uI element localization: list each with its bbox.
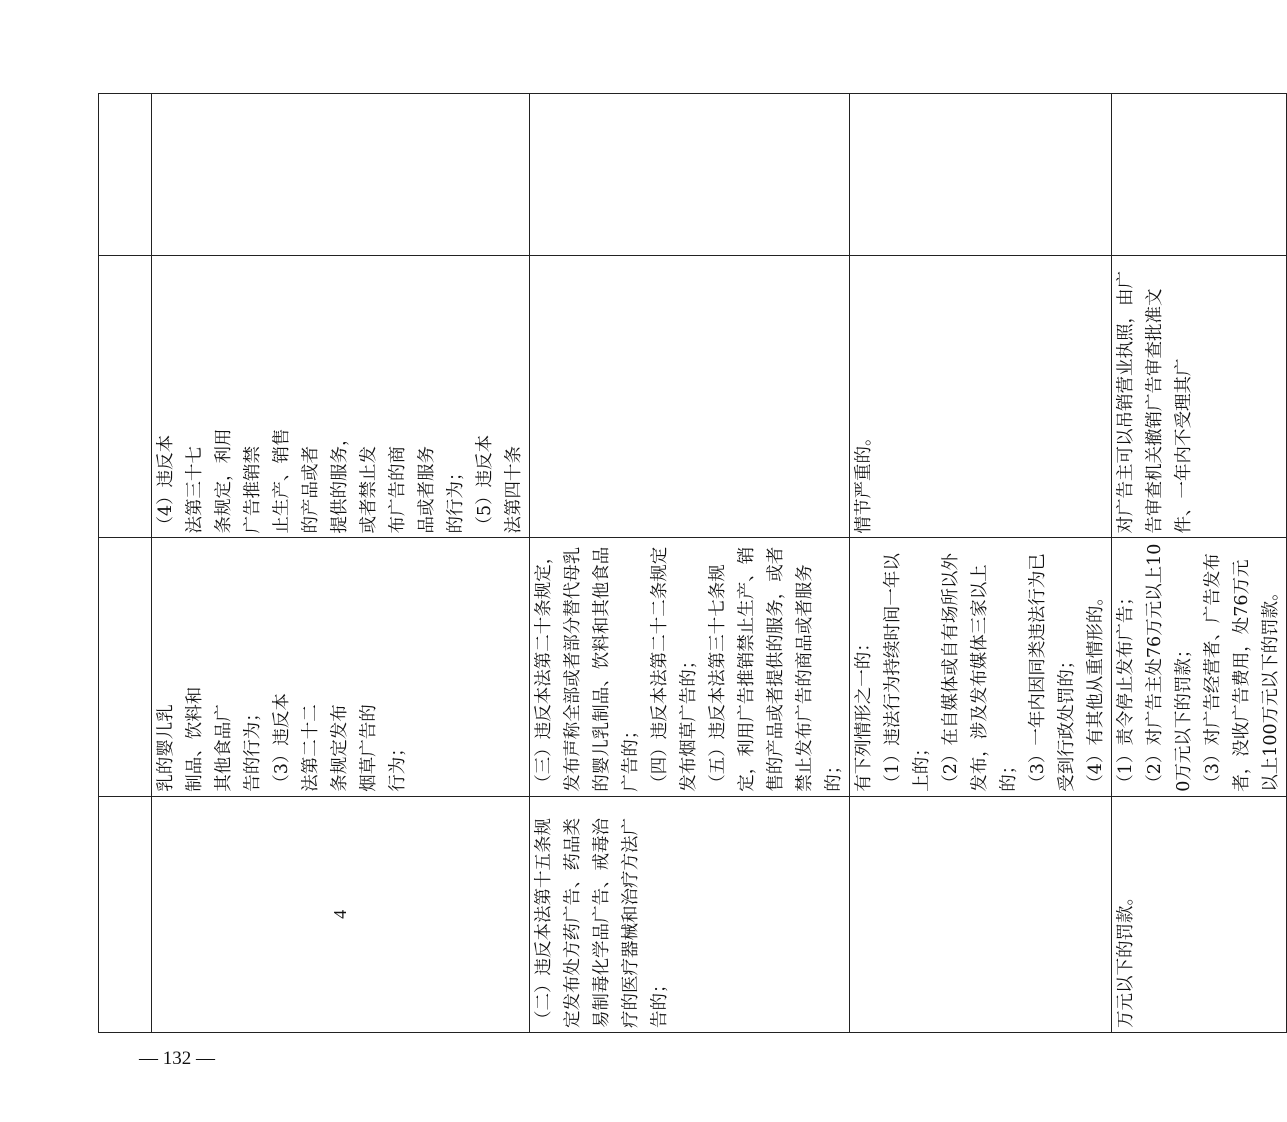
behavior-line: 的行为； [446, 463, 466, 534]
illegal-behavior-cell [152, 538, 530, 796]
circumstance-line: 有下列情形之一的： [854, 634, 874, 792]
law-line: （三）违反本法第二十条规定，发布声称全部或者部分替代母乳的婴儿乳制品、饮料和其他食品广告的； [534, 546, 641, 792]
illegal-behavior-cell [152, 256, 530, 538]
circumstance-line: （4）有其他从重情形的。 [1086, 588, 1106, 792]
behavior-line: 行为； [388, 739, 408, 792]
law-basis-cell [530, 796, 850, 1032]
table-row [850, 94, 1112, 1033]
penalty-line: （1）责令停止发布广告； [1116, 588, 1136, 792]
law-blank-cell [530, 256, 850, 538]
behavior-line: 条规定，利用 [214, 428, 234, 534]
penalty-blank-cell [152, 94, 530, 256]
behavior-line: （5）违反本 [475, 434, 495, 534]
penalty-line: （3）对广告经营者、广告发布者，没收广告费用，处76万元以上100万元以下的罚款。 [1203, 553, 1281, 792]
behavior-line: 法第三十七 [185, 445, 205, 534]
circumstance-empty-cell [99, 256, 152, 538]
law-line: （二）违反本法第十五条规定发布处方药广告、药品类易制毒化学品广告、戒毒治疗的医疗器械和治疗方法广告的； [534, 818, 670, 1028]
rotated-table-container [98, 93, 1281, 1033]
penalty-blank-cell [1112, 94, 1287, 256]
law-blank-cell [530, 94, 850, 256]
behavior-line: 品或者服务 [417, 445, 437, 534]
penalty-cell [1112, 538, 1287, 796]
penalty-line: （2）对广告主处76万元以上100万元以下的罚款； [1145, 543, 1194, 792]
penalty-cell [1112, 796, 1287, 1032]
table-row [530, 94, 850, 1033]
behavior-line: 或者禁止发 [359, 445, 379, 534]
penalty-line: 对广告主可以吊销营业执照，由广告审查机关撤销广告审查批准文件、一年内不受理其广 [1116, 270, 1194, 534]
page-number: — 132 — [139, 1048, 215, 1069]
behavior-line: （3）违反本 [272, 693, 292, 792]
behavior-line: 法第四十条 [504, 445, 524, 534]
circumstance-blank-cell [850, 796, 1112, 1032]
table-row [1112, 94, 1287, 1033]
behavior-line: 布广告的商 [388, 445, 408, 534]
behavior-line: 告的行为； [243, 704, 263, 792]
behavior-line: 乳的婴儿乳 [156, 704, 176, 792]
circumstance-line: （1）违法行为持续时间一年以上的； [883, 553, 932, 792]
penalty-line: 万元以下的罚款。 [1116, 888, 1136, 1028]
law-line: （五）违反本法第三十七条规定，利用广告推销禁止生产、销售的产品或者提供的服务，或者禁止发布广告的商品或者服务的； [708, 546, 844, 792]
circumstance-cell [850, 538, 1112, 796]
circumstance-blank-cell [850, 94, 1112, 256]
behavior-line: （4）违反本 [156, 434, 176, 534]
circumstance-line: （2）在自媒体或自有场所以外发布，涉及发布媒体三家以上的； [941, 553, 1019, 792]
behavior-line: 烟草广告的 [359, 704, 379, 792]
circumstance-line: 情节严重的。 [854, 428, 874, 534]
law-empty-cell [99, 538, 152, 796]
penalty-empty-cell [99, 94, 152, 256]
behavior-line: 制品、饮料和 [185, 686, 205, 792]
row-number-cell: 4 [152, 796, 530, 1032]
behavior-line: 提供的服务， [330, 428, 350, 534]
behavior-line: 广告推销禁 [243, 445, 263, 534]
law-line: （四）违反本法第二十二条规定发布烟草广告的； [650, 546, 699, 792]
circumstance-line: （3）一年内因同类违法行为已受到行政处罚的； [1028, 553, 1077, 792]
law-basis-cell [530, 538, 850, 796]
behavior-line: 止生产、销售 [272, 428, 292, 534]
behavior-line: 法第二十二 [301, 704, 321, 792]
table-row [152, 94, 530, 1033]
table-row [99, 94, 152, 1033]
penalty-cell [1112, 256, 1287, 538]
row-number-cell [99, 796, 152, 1032]
behavior-line: 的产品或者 [301, 445, 321, 534]
behavior-line: 其他食品广 [214, 704, 234, 792]
circumstance-cell [850, 256, 1112, 538]
penalty-standards-table [98, 93, 1287, 1033]
behavior-line: 条规定发布 [330, 704, 350, 792]
